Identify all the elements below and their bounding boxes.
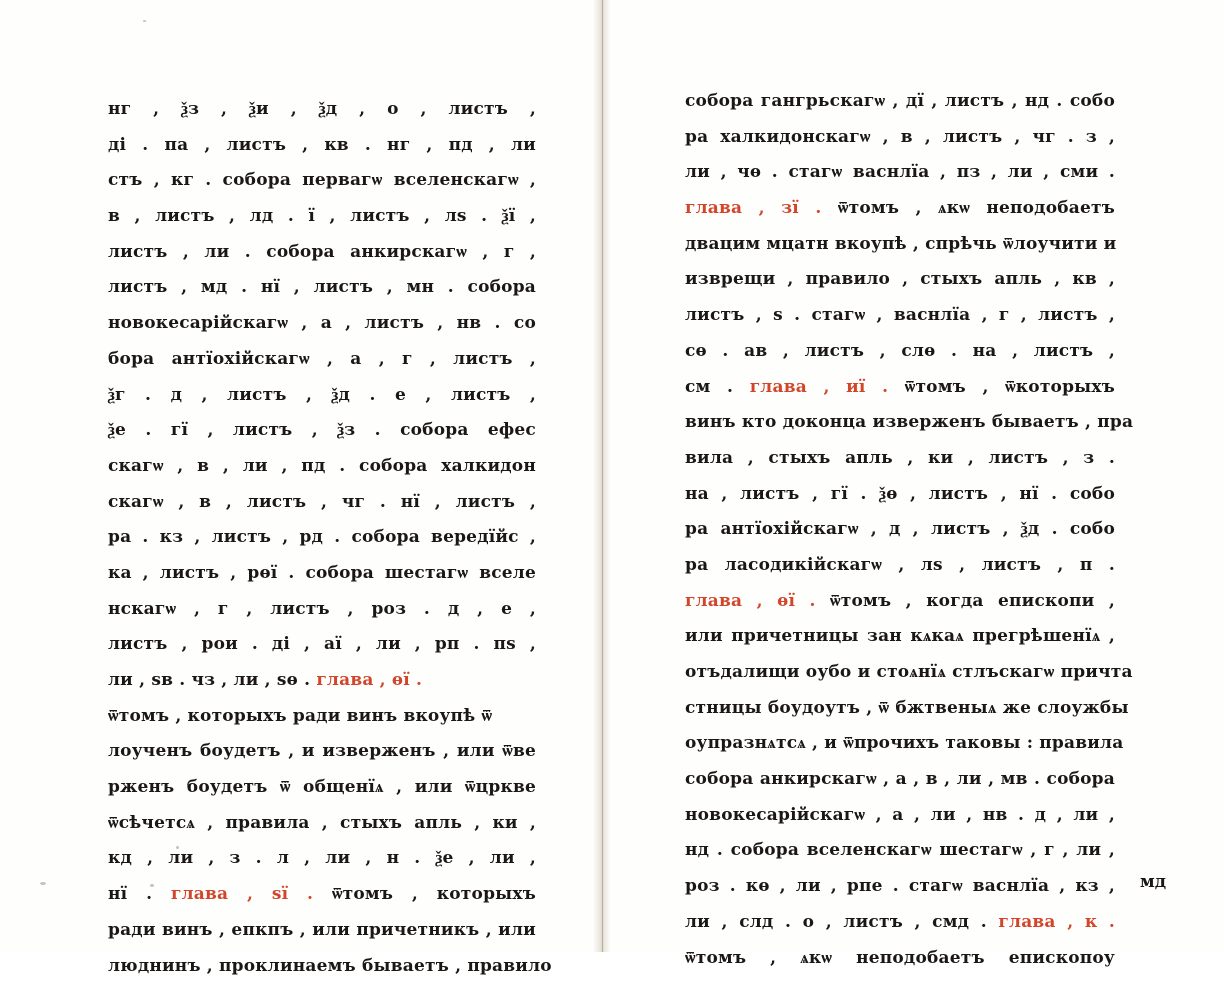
text-line: стъ , кг . собора первагѡ вселенскагѡ , (108, 163, 536, 199)
text-line-with-initial (108, 699, 536, 735)
text-line: ѿсѣчетсѧ , правила , стыхъ апль , ки , (108, 806, 536, 842)
text-line: см . глава , иї . ѿтомъ , ѿкоторыхъ (685, 370, 1115, 406)
text-line: винъ кто доконца изверженъ бываетъ , пра (685, 405, 1115, 441)
folio-number: мд (1140, 872, 1166, 892)
text-line: или причетницы зан кѧкаѧ прегрѣшенїѧ , (685, 619, 1115, 655)
text-line: скагѡ , в , листъ , чг . нї , листъ , (108, 485, 536, 521)
text-line: ли , чѳ . стагѡ васнлїа , пз , ли , сми . (685, 155, 1115, 191)
text-line: ра халкидонскагѡ , в , листъ , чг . з , (685, 120, 1115, 156)
text-line: вила , стыхъ апль , ки , листъ , з . (685, 441, 1115, 477)
text-line: нскагѡ , г , листъ , роз . д , е , (108, 592, 536, 628)
right-page-text (685, 84, 1115, 976)
chapter-heading-rubric: глава , ѕї . (171, 884, 313, 904)
text-line: листъ , ли . собора анкирскагѡ , г , (108, 235, 536, 271)
text-line: отъдалищи оубо и стоѧнїѧ стлъскагѡ причта (685, 655, 1115, 691)
text-line: глава , ѳї . ѿтомъ , когда епископи , (685, 584, 1115, 620)
text-line: ѿтомъ , ѧкѡ неподобаетъ епископоу (685, 941, 1115, 977)
chapter-heading-rubric: глава , к . (998, 912, 1115, 932)
text-line: ді . па , листъ , кв . нг , пд , ли (108, 128, 536, 164)
text-line: глава , зї . ѿтомъ , ѧкѡ неподобаетъ (685, 191, 1115, 227)
text-line: оупразнѧтсѧ , и ѿпрочихъ таковы : правила (685, 726, 1115, 762)
text-line: нг , ѯз , ѯи , ѯд , о , листъ , (108, 92, 536, 128)
text-line: бора антїохійскагѡ , а , г , листъ , (108, 342, 536, 378)
chapter-heading-rubric: глава , ѳї . (316, 670, 422, 690)
text-line: ра ласодикійскагѡ , лѕ , листъ , п . (685, 548, 1115, 584)
paper-speck (143, 20, 146, 22)
text-line: ради винъ , епкпъ , или причетникъ , или (108, 913, 536, 949)
text-line: новокесарійскагѡ , а , ли , нв . д , ли , (685, 798, 1115, 834)
paper-speck (40, 882, 46, 885)
text-line: ра антїохійскагѡ , д , листъ , ѯд . собо (685, 512, 1115, 548)
chapter-heading-rubric: глава , ѳї . (685, 591, 816, 611)
text-line: листъ , мд . нї , листъ , мн . собора (108, 270, 536, 306)
text-line: кд , ли , з . л , ли , н . ѯе , ли , (108, 841, 536, 877)
text-line: нї . глава , ѕї . ѿтомъ , которыхъ (108, 877, 536, 913)
left-page-text (108, 92, 536, 984)
text-line: ѯг . д , листъ , ѯд . е , листъ , (108, 378, 536, 414)
text-line: стницы боудоутъ , ѿ бжтвеныѧ же слоужбы (685, 691, 1115, 727)
text-segment: ли , ѕв . чз , ли , ѕѳ . (108, 670, 310, 690)
text-line-with-rubric (108, 663, 536, 699)
text-line: ра . кз , листъ , рд . собора вередїйс , (108, 520, 536, 556)
text-line: лоученъ боудетъ , и изверженъ , или ѿве (108, 734, 536, 770)
text-line: собора анкирскагѡ , а , в , ли , мв . собора (685, 762, 1115, 798)
text-line: новокесарійскагѡ , а , листъ , нв . со (108, 306, 536, 342)
text-line: люднинъ , проклинаемъ бываетъ , правило (108, 949, 536, 984)
text-line: двацим мцатн вкоупѣ , спрѣчь ѿлоучити и (685, 227, 1115, 263)
text-line: ѯе . гї , листъ , ѯз . собора ефес (108, 413, 536, 449)
text-segment: ѿтомъ , которыхъ ради винъ вкоупѣ ѿ (108, 706, 492, 726)
text-line: листъ , рои . ді , аї , ли , рп . пѕ , (108, 627, 536, 663)
gutter-fold-line (602, 0, 603, 952)
text-line: рженъ боудетъ ѿ общенїѧ , или ѿцркве (108, 770, 536, 806)
text-line: нд . собора вселенскагѡ шестагѡ , г , ли , (685, 833, 1115, 869)
text-line: собора гангрьскагѡ , дї , листъ , нд . собо (685, 84, 1115, 120)
text-line: в , листъ , лд . ї , листъ , лѕ . ѯї , (108, 199, 536, 235)
text-line: ка , листъ , рѳї . собора шестагѡ вселе (108, 556, 536, 592)
text-line: роз . кѳ , ли , рпе . стагѡ васнлїа , кз , (685, 869, 1115, 905)
text-line: сѳ . ав , листъ , слѳ . на , листъ , (685, 334, 1115, 370)
text-line: ли , слд . о , листъ , смд . глава , к . (685, 905, 1115, 941)
text-line: изврещи , правило , стыхъ апль , кв , (685, 262, 1115, 298)
text-line: листъ , ѕ . стагѡ , васнлїа , г , листъ , (685, 298, 1115, 334)
text-line: на , листъ , гї . ѯѳ , листъ , нї . собо (685, 477, 1115, 513)
chapter-heading-rubric: глава , иї . (750, 377, 889, 397)
text-line: скагѡ , в , ли , пд . собора халкидон (108, 449, 536, 485)
chapter-heading-rubric: глава , зї . (685, 198, 821, 218)
